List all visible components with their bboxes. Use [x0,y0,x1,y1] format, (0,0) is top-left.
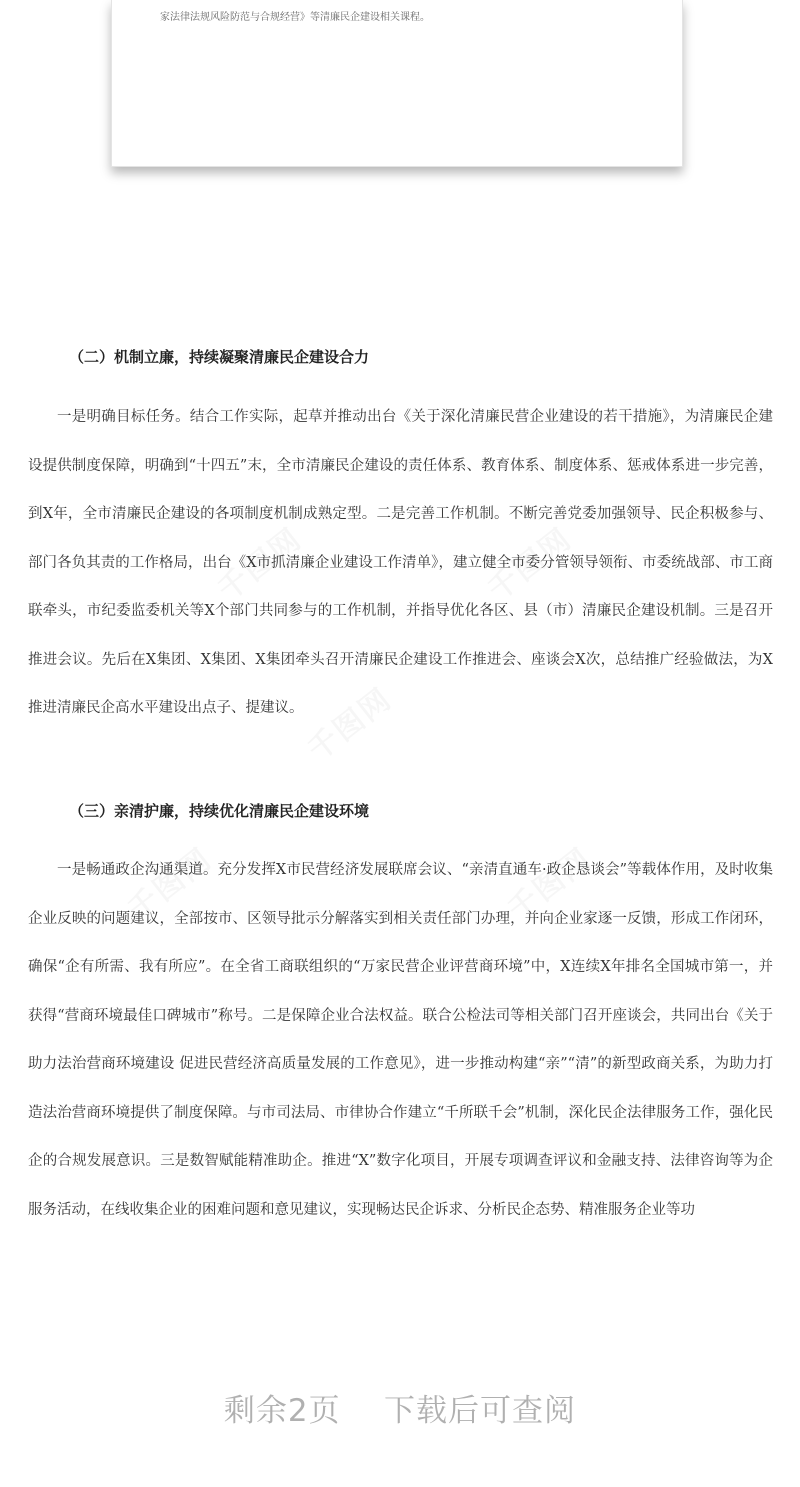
download-to-view-notice[interactable]: 剩余2页 下载后可查阅 [223,1393,577,1429]
section-heading-mechanism: （二）机制立廉，持续凝聚清廉民企建设合力 [69,348,370,366]
section-paragraph-mechanism: 一是明确目标任务。结合工作实际，起草并推动出台《关于深化清廉民营企业建设的若干措施》，为清廉民企建设提供制度保障，明确到“十四五”末，全市清廉民企建设的责任体系、教育体系、制度体系、惩戒体系进一步完善，到X年，全市清廉民企建设的各项制度机制成熟定型。二是完善工作机制。不断完善党委加强领导、民企积极参与、部门各负其责的工作格局，出台《X市抓清廉企业建设工作清单》，建立健全市委分管领导领衔、市委统战部、市工商联牵头，市纪委监委机关等X个部门共同参与的工作机制，并指导优化各区、县（市）清廉民企建设机制。三是召开推进会议。先后在X集团、X集团、X集团牵头召开清廉民企建设工作推进会、座谈会X次，总结推广经验做法，为X推进清廉民企高水平建设出点子、提建议。 [28,409,773,716]
section-paragraph-environment: 一是畅通政企沟通渠道。充分发挥X市民营经济发展联席会议、“亲清直通车·政企恳谈会”等载体作用，及时收集企业反映的问题建议，全部按市、区领导批示分解落实到相关责任部门办理，并向企业家逐一反馈，形成工作闭环，确保“企有所需、我有所应”。在全省工商联组织的“万家民营企业评营商环境”中，X连续X年排名全国城市第一，并获得“营商环境最佳口碑城市”称号。二是保障企业合法权益。联合公检法司等相关部门召开座谈会，共同出台《关于助力法治营商环境建设 促进民营经济高质量发展的工作意见》，进一步推动构建“亲”“清”的新型政商关系，为助力打造法治营商环境提供了制度保障。与市司法局、市律协合作建立“千所联千会”机制，深化民企法律服务工作，强化民企的合规发展意识。三是数智赋能精准助企。推进“X”数字化项目，开展专项调查评议和金融支持、法律咨询等为企服务活动，在线收集企业的困难问题和意见建议，实现畅达民企诉求、分析民企态势、精准服务企业等功 [28,862,773,1218]
preview-page-text: 家法律法规风险防范与合规经营》等清廉民企建设相关课程。 [160,12,430,23]
section-heading-environment: （三）亲清护廉，持续优化清廉民企建设环境 [69,802,370,820]
previous-page-preview [111,0,683,167]
